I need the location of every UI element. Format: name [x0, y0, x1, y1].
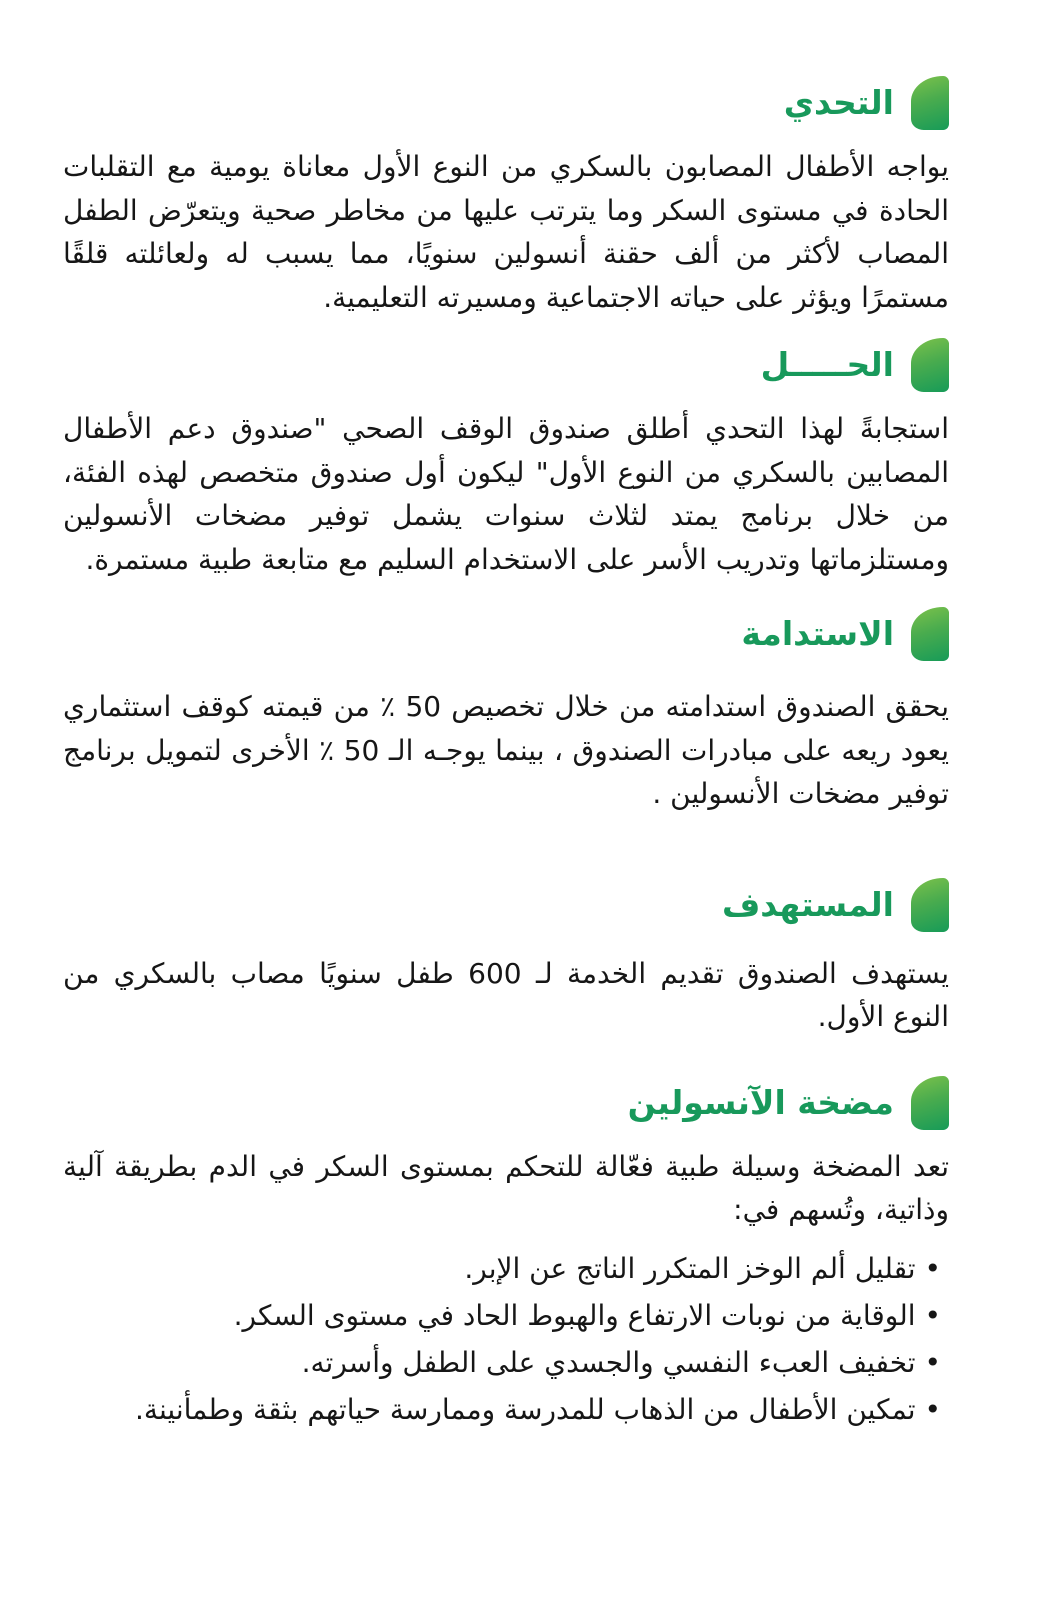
section-title-sustainability: الاستدامة — [741, 614, 894, 654]
leaf-icon — [911, 607, 949, 661]
leaf-icon — [911, 338, 949, 392]
section-insulin-pump — [63, 1076, 949, 1433]
paragraph-challenge: يواجه الأطفال المصابون بالسكري من النوع الأول معاناة يومية مع التقلبات الحادة في مستوى السكر وما يترتب عليها من مخاطر صحية ويتعرّض الطفل المصاب لأكثر من ألف حقنة أنسولين سنويًا، مما يسبب له ولعائلته قلقًا مستمرًا ويؤثر على حياته الاجتماعية ومسيرته التعليمية. — [63, 150, 949, 314]
section-title-challenge: التحدي — [783, 83, 894, 123]
paragraph-target: يستهدف الصندوق تقديم الخدمة لـ 600 طفل سنويًا مصاب بالسكري من النوع الأول. — [63, 956, 950, 1033]
section-body — [63, 952, 949, 1039]
list-item: • تقليل ألم الوخز المتكرر الناتج عن الإبر. — [63, 1245, 941, 1292]
section-body — [63, 145, 949, 319]
section-target — [63, 878, 949, 1039]
section-solution — [63, 338, 949, 581]
paragraph-sustainability: يحقق الصندوق استدامته من خلال تخصيص 50 ٪ من قيمته كوقف استثماري يعود ريعه على مبادرات الصندوق ، بينما يوجـه الـ 50 ٪ الأخرى لتمويل برنامج توفير مضخات الأنسولين . — [63, 690, 950, 810]
section-header — [63, 76, 949, 130]
section-header — [63, 1076, 949, 1130]
section-challenge — [63, 76, 949, 319]
section-sustainability — [63, 607, 949, 816]
paragraph-solution: استجابةً لهذا التحدي أطلق صندوق الوقف الصحي "صندوق دعم الأطفال المصابين بالسكري من النوع الأول" ليكون أول صندوق متخصص لهذه الفئة، من خلال برنامج يمتد لثلاث سنوات يشمل توفير مضخات الأنسولين ومستلزماتها وتدريب الأسر على الاستخدام السليم مع متابعة طبية مستمرة. — [63, 412, 949, 576]
section-header — [63, 338, 949, 392]
pump-benefits-list — [63, 1245, 949, 1433]
list-item: • الوقاية من نوبات الارتفاع والهبوط الحاد في مستوى السكر. — [63, 1292, 941, 1339]
section-body — [63, 1145, 949, 1433]
section-title-solution: الحـــــل — [760, 345, 894, 385]
list-item: • تمكين الأطفال من الذهاب للمدرسة وممارسة حياتهم بثقة وطمأنينة. — [63, 1386, 941, 1433]
section-body — [63, 685, 949, 816]
section-title-insulin-pump: مضخة الآنسولين — [627, 1082, 894, 1122]
paragraph-insulin-pump: تعد المضخة وسيلة طبية فعّالة للتحكم بمستوى السكر في الدم بطريقة آلية وذاتية، وتُسهم في: — [63, 1149, 949, 1226]
leaf-icon — [911, 878, 949, 932]
section-header — [63, 878, 949, 932]
section-body — [63, 407, 949, 581]
leaf-icon — [911, 76, 949, 130]
list-item: • تخفيف العبء النفسي والجسدي على الطفل وأسرته. — [63, 1339, 941, 1386]
section-header — [63, 607, 949, 661]
leaf-icon — [911, 1076, 949, 1130]
section-title-target: المستهدف — [721, 884, 894, 924]
